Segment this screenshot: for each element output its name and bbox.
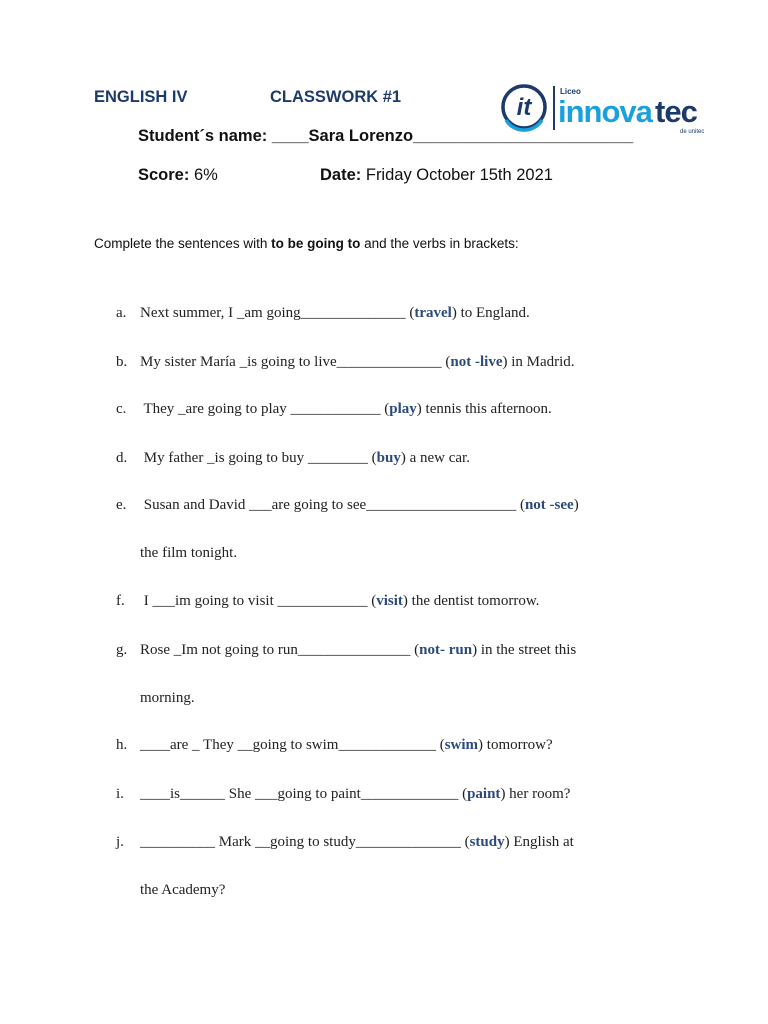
instructions-pre: Complete the sentences with bbox=[94, 236, 272, 251]
exercise-item-d bbox=[116, 450, 470, 467]
student-name-row bbox=[138, 127, 633, 146]
item-text-before: I ___im going to visit ____________ ( bbox=[140, 593, 377, 609]
student-name-value: ____Sara Lorenzo________________________ bbox=[267, 127, 634, 145]
date-label: Date: bbox=[320, 166, 362, 184]
item-letter: d. bbox=[116, 450, 128, 466]
item-text-after: ) tennis this afternoon. bbox=[416, 401, 552, 417]
item-text-before: Susan and David ___are going to see____________________ ( bbox=[140, 497, 525, 513]
item-letter: c. bbox=[116, 401, 127, 417]
item-verb: not- run bbox=[419, 642, 473, 658]
logo-brand-main: innova bbox=[558, 94, 652, 129]
item-verb: not -live bbox=[450, 354, 503, 370]
item-verb: play bbox=[389, 401, 417, 417]
item-text-after: ) in the street this bbox=[472, 642, 577, 658]
item-text-before: My sister María _is going to live______________ ( bbox=[140, 354, 451, 370]
item-letter: b. bbox=[116, 354, 128, 370]
date-value: Friday October 15th 2021 bbox=[365, 166, 553, 184]
item-verb: swim bbox=[444, 737, 479, 753]
item-text-after: ) a new car. bbox=[400, 450, 470, 466]
item-letter: e. bbox=[116, 497, 127, 513]
item-text-before: Rose _Im not going to run_______________ ( bbox=[140, 642, 420, 658]
item-text-before: My father _is going to buy ________ ( bbox=[140, 450, 377, 466]
logo-small: Liceo bbox=[560, 87, 581, 96]
item-letter: a. bbox=[116, 305, 127, 321]
date-row bbox=[320, 166, 553, 185]
exercise-item-e-continuation: the film tonight. bbox=[140, 545, 238, 561]
item-letter: j. bbox=[116, 834, 124, 850]
instructions bbox=[94, 236, 519, 251]
item-verb: buy bbox=[376, 450, 401, 466]
instructions-post: and the verbs in brackets: bbox=[360, 236, 519, 251]
exercise-item-f bbox=[116, 593, 539, 610]
exercise-item-c bbox=[116, 401, 552, 418]
item-text-after: ) tomorrow? bbox=[478, 737, 553, 753]
item-letter: g. bbox=[116, 642, 128, 658]
classwork-title: CLASSWORK #1 bbox=[270, 88, 402, 106]
exercise-item-a bbox=[116, 305, 530, 322]
item-text-before: ____is______ She ___going to paint_____________ ( bbox=[140, 786, 468, 802]
item-verb: study bbox=[469, 834, 505, 850]
score-value: 6% bbox=[193, 166, 218, 184]
item-letter: f. bbox=[116, 593, 125, 609]
exercise-item-e bbox=[116, 497, 579, 514]
item-text-before: They _are going to play ____________ ( bbox=[140, 401, 390, 417]
logo-mark: it bbox=[516, 94, 532, 121]
item-text-after: ) in Madrid. bbox=[502, 354, 575, 370]
logo-brand-accent: tec bbox=[655, 94, 697, 129]
student-name-label: Student´s name: bbox=[138, 127, 268, 145]
item-text-after: ) bbox=[573, 497, 579, 513]
item-verb: paint bbox=[467, 786, 501, 802]
exercise-item-b bbox=[116, 354, 575, 371]
logo-tagline: de unitec bbox=[680, 129, 704, 135]
item-verb: travel bbox=[414, 305, 452, 321]
item-text-after: ) to England. bbox=[451, 305, 530, 321]
item-text-before: Next summer, I _am going______________ ( bbox=[140, 305, 415, 321]
exercise-item-h bbox=[116, 737, 553, 754]
item-text-after: ) English at bbox=[504, 834, 574, 850]
instructions-bold: to be going to bbox=[271, 236, 361, 251]
item-text-before: __________ Mark __going to study______________ ( bbox=[140, 834, 470, 850]
exercise-item-g-continuation: morning. bbox=[140, 690, 195, 706]
item-verb: not -see bbox=[524, 497, 574, 513]
exercise-item-j bbox=[116, 834, 574, 851]
exercise-item-j-continuation: the Academy? bbox=[140, 882, 226, 898]
item-text-after: ) her room? bbox=[500, 786, 571, 802]
score-row bbox=[138, 166, 218, 185]
score-label: Score: bbox=[138, 166, 190, 184]
exercise-item-g bbox=[116, 642, 576, 659]
item-letter: i. bbox=[116, 786, 124, 802]
item-letter: h. bbox=[116, 737, 128, 753]
item-verb: visit bbox=[376, 593, 403, 609]
exercise-item-i bbox=[116, 786, 570, 803]
item-text-before: ____are _ They __going to swim_____________ ( bbox=[140, 737, 445, 753]
item-text-after: ) the dentist tomorrow. bbox=[402, 593, 540, 609]
course-title: ENGLISH IV bbox=[94, 88, 188, 106]
